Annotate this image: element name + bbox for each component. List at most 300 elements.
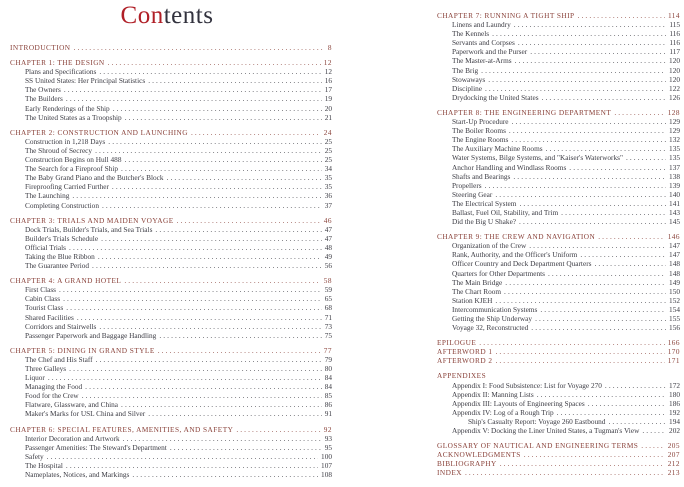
- page-number: 116: [669, 29, 680, 39]
- toc-entry-row: [10, 452, 332, 461]
- dot-leader: [485, 181, 666, 190]
- dot-leader: [569, 163, 666, 172]
- toc-section: [437, 232, 680, 332]
- entry-label: Discipline: [452, 83, 482, 93]
- entry-label: CHAPTER 9: THE CREW AND NAVIGATION: [437, 232, 596, 242]
- page-number: 120: [669, 74, 680, 84]
- dot-leader: [495, 296, 666, 305]
- entry-label: CHAPTER 3: TRIALS AND MAIDEN VOYAGE: [10, 215, 174, 225]
- toc-section: [437, 371, 680, 435]
- dot-leader: [578, 11, 665, 20]
- dot-leader: [108, 137, 321, 146]
- entry-label: The Main Bridge: [452, 277, 503, 287]
- page-number: 75: [324, 330, 332, 340]
- page-number: 143: [669, 207, 680, 217]
- dot-leader: [101, 234, 322, 243]
- page-number: 156: [669, 323, 680, 333]
- page-number: 65: [324, 294, 332, 304]
- page-number: 148: [669, 259, 680, 269]
- toc-heading-row: [10, 346, 332, 355]
- page-number: 166: [667, 338, 680, 348]
- entry-label: Construction Begins on Hull 488: [25, 155, 122, 165]
- dot-leader: [121, 400, 322, 409]
- entry-label: Safety: [25, 451, 44, 461]
- entry-label: The Brig: [452, 65, 479, 75]
- page-number: 107: [321, 460, 332, 470]
- dot-leader: [123, 434, 322, 443]
- dot-leader: [530, 47, 666, 56]
- page-number: 129: [669, 126, 680, 136]
- toc-entry-row: [437, 199, 680, 208]
- toc-section: [437, 338, 680, 365]
- page-title-rest: tents: [163, 2, 214, 29]
- entry-label: The Engine Rooms: [452, 135, 509, 145]
- dot-leader: [488, 75, 666, 84]
- entry-label: The Builders: [25, 94, 63, 104]
- entry-label: The Electrical System: [452, 198, 517, 208]
- toc-entry-row: [437, 126, 680, 135]
- page-number: 140: [669, 189, 680, 199]
- page-number: 24: [323, 127, 332, 137]
- page-number: 37: [324, 200, 332, 210]
- toc-entry-row: [10, 382, 332, 391]
- dot-leader: [112, 182, 322, 191]
- toc-entry-row: [437, 20, 680, 29]
- toc-entry-row: [437, 305, 680, 314]
- dot-leader: [159, 331, 321, 340]
- page-number: 146: [667, 232, 680, 242]
- entry-label: The Hospital: [25, 460, 63, 470]
- entry-label: Passenger Amenities: The Steward's Department: [25, 442, 167, 452]
- dot-leader: [47, 452, 318, 461]
- dot-leader: [148, 76, 322, 85]
- toc-entry-row: [10, 225, 332, 234]
- page-number: 12: [323, 58, 332, 68]
- toc-entry-row: [437, 153, 680, 162]
- entry-label: Station KJEH: [452, 295, 493, 305]
- page-number: 155: [669, 314, 680, 323]
- dot-leader: [515, 56, 666, 65]
- page-number: 80: [324, 364, 332, 373]
- entry-label: Getting the Ship Underway: [452, 314, 533, 323]
- page-number: 77: [323, 345, 332, 355]
- page-number: 141: [669, 198, 680, 208]
- toc-entry-row: [10, 137, 332, 146]
- entry-label: Builder's Trials Schedule: [25, 233, 99, 243]
- entry-label: Construction in 1,218 Days: [25, 136, 106, 146]
- toc-column-left: [10, 43, 332, 485]
- page-number: 21: [324, 112, 332, 122]
- toc-entry-row: [10, 104, 332, 113]
- page-number: 100: [321, 451, 332, 461]
- page-number: 149: [669, 277, 680, 287]
- page-number: 171: [667, 356, 680, 366]
- dot-leader: [588, 399, 666, 408]
- page-number: 212: [667, 459, 680, 469]
- page-number: 137: [669, 162, 680, 172]
- dot-leader: [537, 390, 666, 399]
- page-number: 147: [669, 241, 680, 251]
- toc-entry-row: [10, 146, 332, 155]
- toc-heading-row: [437, 459, 680, 468]
- page-number: 186: [669, 398, 680, 408]
- dot-leader: [63, 294, 322, 303]
- dot-leader: [641, 441, 664, 450]
- entry-label: CHAPTER 6: SPECIAL FEATURES, AMENITIES, AND SAFETY: [10, 424, 234, 434]
- dot-leader: [125, 113, 322, 122]
- toc-section: [10, 425, 332, 480]
- toc-entry-row: [437, 29, 680, 38]
- toc-entry-row: [437, 163, 680, 172]
- entry-label: The Guarantee Period: [25, 261, 90, 271]
- dot-leader: [82, 391, 322, 400]
- entry-label: Nameplates, Notices, and Markings: [25, 470, 130, 480]
- toc-entry-row: [10, 182, 332, 191]
- dot-leader: [95, 146, 322, 155]
- page-number: 71: [324, 312, 332, 322]
- dot-leader: [64, 85, 322, 94]
- toc-section: [437, 11, 680, 102]
- page-number: 34: [324, 164, 332, 174]
- page-number: 120: [669, 65, 680, 75]
- dot-leader: [513, 172, 666, 181]
- toc-entry-row: [10, 322, 332, 331]
- entry-label: CHAPTER 4: A GRAND HOTEL: [10, 276, 122, 286]
- dot-leader: [92, 261, 322, 270]
- toc-entry-row: [437, 381, 680, 390]
- dot-leader: [535, 314, 666, 323]
- entry-label: Did the Big U Shake?: [452, 217, 517, 227]
- entry-label: EPILOGUE: [437, 338, 477, 348]
- toc-entry-row: [10, 85, 332, 94]
- dot-leader: [155, 225, 321, 234]
- toc-entry-row: [437, 426, 680, 435]
- toc-heading-row: [437, 11, 680, 20]
- toc-entry-row: [437, 172, 680, 181]
- dot-leader: [96, 355, 322, 364]
- dot-leader: [514, 20, 667, 29]
- dot-leader: [108, 58, 321, 67]
- entry-label: BIBLIOGRAPHY: [437, 459, 497, 469]
- dot-leader: [509, 126, 666, 135]
- toc-section: [10, 128, 332, 210]
- entry-label: Three Galleys: [25, 364, 67, 373]
- dot-leader: [66, 461, 318, 470]
- toc-entry-row: [437, 278, 680, 287]
- dot-leader: [66, 94, 322, 103]
- entry-label: GLOSSARY OF NAUTICAL AND ENGINEERING TERMS: [437, 441, 639, 451]
- page-number: 59: [324, 285, 332, 295]
- dot-leader: [557, 408, 666, 417]
- dot-leader: [519, 217, 666, 226]
- page-number: 122: [669, 83, 680, 93]
- dot-leader: [102, 201, 322, 210]
- toc-heading-row: [437, 338, 680, 347]
- toc-heading-row: [437, 356, 680, 365]
- dot-leader: [66, 303, 321, 312]
- toc-entry-row: [10, 234, 332, 243]
- entry-label: The Chef and His Staff: [25, 354, 93, 364]
- entry-label: Dock Trials, Builder's Trials, and Sea Trials: [25, 224, 153, 234]
- toc-section: [10, 58, 332, 122]
- page-number: 148: [669, 268, 680, 278]
- dot-leader: [59, 285, 322, 294]
- dot-leader: [512, 117, 667, 126]
- entry-label: Ship's Casualty Report: Voyage 260 Eastbound: [468, 416, 606, 426]
- entry-label: The Kennels: [452, 29, 490, 39]
- toc-entry-row: [437, 135, 680, 144]
- toc-entry-row: [437, 417, 680, 426]
- entry-label: Early Renderings of the Ship: [25, 103, 110, 113]
- toc-entry-row: [437, 269, 680, 278]
- toc-heading-row: [10, 425, 332, 434]
- toc-heading-row: [437, 441, 680, 450]
- dot-leader: [167, 173, 322, 182]
- entry-label: Interior Decoration and Artwork: [25, 433, 120, 443]
- dot-leader: [98, 252, 322, 261]
- dot-leader: [85, 382, 322, 391]
- entry-label: Fireproofing Carried Further: [25, 182, 109, 192]
- entry-label: Quarters for Other Departments: [452, 268, 545, 278]
- page-number: 172: [669, 380, 680, 390]
- page-number: 150: [669, 286, 680, 296]
- toc-section: [10, 43, 332, 52]
- toc-section: [10, 276, 332, 340]
- page-number: 36: [324, 191, 332, 201]
- toc-entry-row: [10, 67, 332, 76]
- page-number: 20: [324, 103, 332, 113]
- toc-section: [10, 216, 332, 271]
- toc-entry-row: [10, 201, 332, 210]
- dot-leader: [642, 426, 666, 435]
- toc-entry-row: [10, 409, 332, 418]
- toc-entry-row: [437, 208, 680, 217]
- entry-label: Drydocking the United States: [452, 92, 539, 102]
- dot-leader: [495, 356, 664, 365]
- toc-entry-row: [10, 155, 332, 164]
- toc-section: [10, 346, 332, 419]
- page-number: 68: [324, 303, 332, 313]
- page-number: 25: [324, 136, 332, 146]
- toc-entry-row: [10, 400, 332, 409]
- dot-leader: [605, 381, 666, 390]
- entry-label: Appendix V: Docking the Liner United States, a Tugman's View: [452, 426, 640, 436]
- page-number: 115: [669, 20, 680, 30]
- page-number: 47: [324, 224, 332, 234]
- toc-entry-row: [10, 113, 332, 122]
- entry-label: INTRODUCTION: [10, 43, 71, 52]
- dot-leader: [48, 373, 322, 382]
- toc-section: [437, 441, 680, 477]
- entry-label: Completing Construction: [25, 200, 99, 210]
- page-number: 114: [667, 11, 680, 20]
- toc-entry-row: [10, 443, 332, 452]
- page-number: 56: [324, 261, 332, 271]
- toc-entry-row: [437, 84, 680, 93]
- page-number: 152: [669, 295, 680, 305]
- dot-leader: [608, 417, 666, 426]
- toc-heading-row: [437, 108, 680, 117]
- page-number: 116: [669, 38, 680, 48]
- entry-label: The Auxiliary Machine Rooms: [452, 144, 543, 154]
- entry-label: Official Trials: [25, 242, 67, 252]
- page-number: 35: [324, 173, 332, 183]
- entry-label: Shared Facilities: [25, 312, 74, 322]
- entry-label: Managing the Food: [25, 382, 83, 392]
- entry-label: Steering Gear: [452, 189, 493, 199]
- entry-label: CHAPTER 2: CONSTRUCTION AND LAUNCHING: [10, 127, 188, 137]
- dot-leader: [132, 470, 318, 479]
- dot-leader: [158, 346, 321, 355]
- page-number: 120: [669, 56, 680, 66]
- toc-entry-row: [437, 250, 680, 259]
- toc-entry-row: [437, 390, 680, 399]
- page-number: 170: [667, 347, 680, 357]
- dot-leader: [148, 409, 321, 418]
- toc-entry-row: [10, 355, 332, 364]
- entry-label: Tourist Class: [25, 303, 64, 313]
- entry-label: Maker's Marks for USL China and Silver: [25, 409, 146, 419]
- toc-entry-row: [437, 287, 680, 296]
- dot-leader: [124, 276, 320, 285]
- toc-entry-row: [10, 164, 332, 173]
- entry-label: ACKNOWLEDGMENTS: [437, 450, 521, 460]
- entry-label: The Boiler Rooms: [452, 126, 506, 136]
- page-number: 93: [324, 433, 332, 443]
- toc-heading-row: [10, 43, 332, 52]
- dot-leader: [495, 347, 664, 356]
- page-number: 139: [669, 180, 680, 190]
- entry-label: The Owners: [25, 85, 61, 95]
- dot-leader: [580, 250, 666, 259]
- toc-entry-row: [10, 191, 332, 200]
- entry-label: Taking the Blue Ribbon: [25, 251, 95, 261]
- page-number: 84: [324, 373, 332, 383]
- entry-label: SS United States: Her Principal Statistics: [25, 76, 146, 86]
- dot-leader: [236, 425, 320, 434]
- toc-entry-row: [10, 470, 332, 479]
- dot-leader: [626, 153, 666, 162]
- toc-entry-row: [10, 331, 332, 340]
- toc-entry-row: [10, 461, 332, 470]
- toc-heading-row: [10, 276, 332, 285]
- toc-entry-row: [10, 243, 332, 252]
- page-number: 25: [324, 145, 332, 155]
- dot-leader: [485, 84, 666, 93]
- page-number: 117: [669, 47, 680, 57]
- entry-label: CHAPTER 1: THE DESIGN: [10, 58, 105, 68]
- toc-heading-row: [437, 347, 680, 356]
- page-number: 91: [324, 409, 332, 419]
- entry-label: Linens and Laundry: [452, 20, 511, 30]
- dot-leader: [561, 208, 666, 217]
- dot-leader: [99, 322, 321, 331]
- dot-leader: [124, 155, 321, 164]
- page-number: 58: [323, 276, 332, 286]
- entry-label: Organization of the Crew: [452, 241, 527, 251]
- toc-entry-row: [437, 117, 680, 126]
- entry-label: Water Systems, Bilge Systems, and "Kaiser's Waterworks": [452, 153, 623, 163]
- toc-column-right: [437, 11, 680, 484]
- entry-label: Ballast, Fuel Oil, Stability, and Trim: [452, 207, 559, 217]
- page-title: [0, 2, 334, 30]
- toc-entry-row: [437, 323, 680, 332]
- dot-leader: [519, 199, 666, 208]
- entry-label: CHAPTER 5: DINING IN GRAND STYLE: [10, 345, 155, 355]
- toc-entry-row: [10, 173, 332, 182]
- entry-label: Propellers: [452, 180, 482, 190]
- entry-label: Appendix I: Food Subsistence: List for Voyage 270: [452, 380, 602, 390]
- toc-entry-row: [10, 303, 332, 312]
- toc-entry-row: [437, 38, 680, 47]
- entry-label: Servants and Corpses: [452, 38, 515, 48]
- page-number: 108: [321, 470, 332, 480]
- dot-leader: [99, 67, 321, 76]
- dot-leader: [500, 459, 665, 468]
- page-number: 73: [324, 321, 332, 331]
- page-number: 126: [669, 92, 680, 102]
- dot-leader: [524, 450, 665, 459]
- page-number: 128: [667, 107, 680, 117]
- toc-entry-row: [437, 217, 680, 226]
- page-number: 135: [669, 144, 680, 154]
- toc-entry-row: [437, 296, 680, 305]
- dot-leader: [69, 364, 322, 373]
- page-number: 48: [324, 242, 332, 252]
- toc-entry-row: [10, 252, 332, 261]
- entry-label: The Baby Grand Piano and the Butcher's Block: [25, 173, 164, 183]
- dot-leader: [72, 191, 321, 200]
- toc-entry-row: [10, 364, 332, 373]
- page-number: 47: [324, 233, 332, 243]
- toc-heading-row: [437, 450, 680, 459]
- dot-leader: [594, 259, 666, 268]
- page-number: 19: [324, 94, 332, 104]
- page-number: 85: [324, 391, 332, 401]
- entry-label: Corridors and Stairwells: [25, 321, 97, 331]
- page-number: 79: [324, 354, 332, 364]
- dot-leader: [504, 287, 666, 296]
- entry-label: The Chart Room: [452, 286, 502, 296]
- page-title-accent: Con: [120, 2, 164, 29]
- toc-entry-row: [437, 259, 680, 268]
- toc-entry-row: [10, 391, 332, 400]
- toc-entry-row: [437, 66, 680, 75]
- entry-label: CHAPTER 8: THE ENGINEERING DEPARTMENT: [437, 107, 612, 117]
- page-number: 145: [669, 217, 680, 227]
- dot-leader: [540, 305, 666, 314]
- dot-leader: [542, 93, 667, 102]
- page-number: 132: [669, 135, 680, 145]
- toc-entry-row: [437, 190, 680, 199]
- page-number: 25: [324, 155, 332, 165]
- dot-leader: [531, 323, 666, 332]
- entry-label: Start-Up Procedure: [452, 117, 509, 127]
- entry-label: The United States as a Troopship: [25, 112, 122, 122]
- toc-entry-row: [437, 241, 680, 250]
- toc-entry-row: [10, 434, 332, 443]
- dot-leader: [113, 104, 322, 113]
- toc-entry-row: [437, 47, 680, 56]
- page-number: 46: [323, 215, 332, 225]
- entry-label: The Search for a Fireproof Ship: [25, 164, 119, 174]
- entry-label: First Class: [25, 285, 57, 295]
- entry-label: Intercommunication Systems: [452, 304, 538, 314]
- page-number: 17: [324, 85, 332, 95]
- page-number: 49: [324, 251, 332, 261]
- page-number: 207: [667, 450, 680, 460]
- toc-entry-row: [437, 144, 680, 153]
